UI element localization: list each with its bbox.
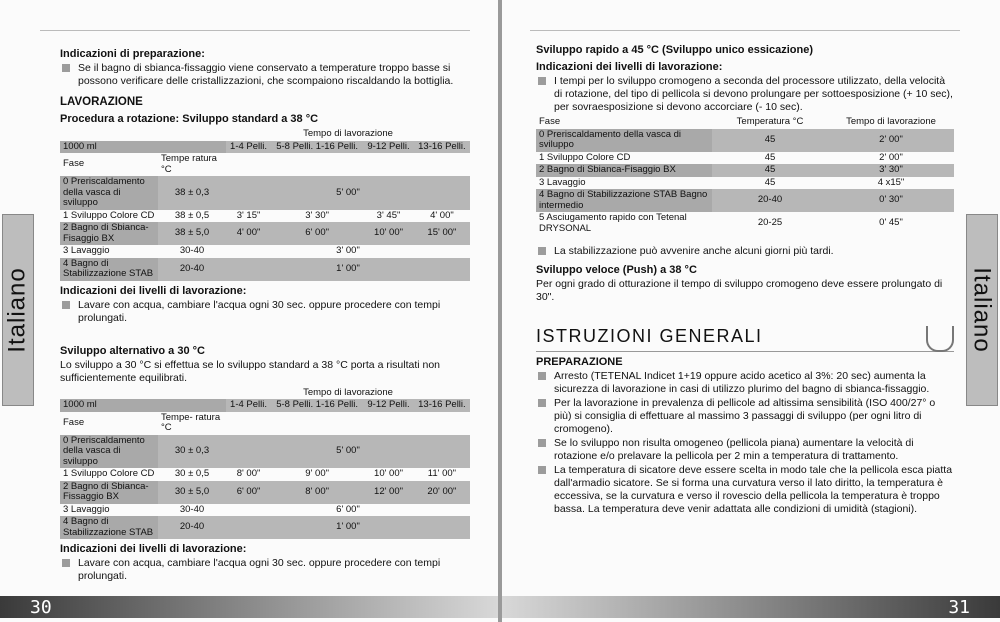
step-name: 2 Bagno di Sbianca-Fisaggio BX — [60, 222, 158, 245]
general-title — [536, 326, 954, 346]
table-row — [60, 516, 470, 539]
step-temp: 30 ± 5,0 — [158, 481, 226, 504]
step-name: 1 Sviluppo Colore CD — [63, 209, 155, 221]
step-time: 6' 00" — [336, 503, 360, 515]
prep-notes-title: Indicazioni di preparazione: — [60, 48, 205, 60]
proc1-volume: 1000 ml — [60, 141, 226, 154]
proc1-col: 13-16 Pelli. — [414, 141, 470, 154]
prep-notes-text: Se il bagno di sbianca-fissaggio viene conservato a temperature troppo basse si possono verificare delle cristallizzazioni, che scompaiono riscaldando la bottiglia. — [60, 62, 470, 88]
level-notes1-text: Lavare con acqua, cambiare l'acqua ogni 30 sec. oppure procedere con tempi prolungati. — [60, 299, 470, 325]
table-row — [60, 176, 470, 210]
table-row — [60, 504, 470, 517]
list-item: Per la lavorazione in prevalenza di pellicole ad altissima sensibilità (ISO 400/27° o più) si consiglia di effettuare al massimo 3 passaggi di sviluppo (per ogni litro di cromogeno). — [536, 397, 954, 436]
proc2-temp-label: Tempe- ratura °C — [161, 411, 221, 433]
proc1-col: 5-8 Pelli. 1-16 Pelli. — [271, 141, 363, 154]
step-time: 11' 00" — [427, 468, 457, 479]
proc2-col: 1-4 Pelli. — [226, 399, 271, 412]
footer-bar-left — [0, 596, 498, 618]
tetenal-logo-icon — [926, 326, 954, 352]
step-time: 3' 00" — [336, 245, 360, 256]
page-31 — [502, 0, 1000, 622]
lavorazione-title: LAVORAZIONE — [60, 96, 143, 108]
rapid-col-temp: Temperatura °C — [736, 116, 804, 127]
proc2-table — [60, 387, 470, 540]
step-name: 4 Bagno di Stabilizzazione STAB Bagno intermedio — [536, 189, 712, 212]
table-row — [536, 152, 954, 165]
proc1-table — [60, 128, 470, 281]
step-time: 4' 00" — [430, 209, 454, 221]
proc2-col: 9-12 Pelli. — [363, 399, 414, 412]
step-temp: 30-40 — [179, 245, 205, 256]
step-time: 5' 00" — [226, 176, 470, 210]
step-temp: 45 — [764, 151, 776, 163]
step-time: 4 x15" — [877, 176, 905, 188]
step-temp: 30-40 — [179, 503, 205, 515]
language-tab-right — [966, 214, 998, 406]
proc2-time-header: Tempo di lavorazione — [303, 386, 393, 398]
table-row — [60, 245, 470, 258]
step-time: 20' 00" — [414, 481, 470, 504]
prep-title: PREPARAZIONE — [536, 356, 623, 368]
step-time: 5' 00" — [226, 435, 470, 469]
page-number-right: 31 — [948, 597, 970, 618]
proc2-col: 5-8 Pelli. 1-16 Pelli. — [271, 399, 363, 412]
proc2-volume: 1000 ml — [60, 399, 226, 412]
push-text: Per ogni grado di otturazione il tempo di sviluppo cromogeno deve essere prolungato di 30". — [536, 278, 943, 303]
step-temp: 20-40 — [712, 189, 828, 212]
step-time: 15' 00" — [414, 222, 470, 245]
step-time: 3' 15" — [236, 209, 261, 221]
rapid-title: Sviluppo rapido a 45 °C (Sviluppo unico essicazione) — [536, 44, 814, 56]
proc1-col: 1-4 Pelli. — [226, 141, 271, 154]
language-tab-label: Italiano — [4, 267, 32, 353]
proc1-rows — [60, 176, 470, 281]
step-time: 6' 00" — [226, 481, 271, 504]
rapid-col-time: Tempo di lavorazione — [846, 116, 936, 127]
proc2-rows — [60, 435, 470, 540]
rapid-table — [536, 116, 954, 235]
step-temp: 20-40 — [158, 258, 226, 281]
step-time: 1' 00" — [226, 516, 470, 539]
proc1-time-header: Tempo di lavorazione — [303, 128, 393, 139]
general-title-text: ISTRUZIONI GENERALI — [536, 326, 763, 346]
step-temp: 38 ± 0,5 — [174, 209, 210, 221]
step-temp: 30 ± 0,5 — [174, 468, 210, 479]
step-time: 8' 00" — [236, 468, 261, 479]
step-time: 9' 00" — [305, 468, 329, 479]
step-name: 3 Lavaggio — [63, 245, 110, 256]
section-rule — [536, 351, 954, 352]
table-row — [536, 129, 954, 152]
list-item: Arresto (TETENAL Indicet 1+19 oppure acido acetico al 3%: 20 sec) aumenta la sicurezza di lavorazione in casi di utilizzo plurimo del bagno di sbianca-fissaggio. — [536, 370, 954, 396]
level-notes2-title: Indicazioni dei livelli di lavorazione: — [60, 543, 247, 555]
step-time: 8' 00" — [271, 481, 363, 504]
level-notes1-title: Indicazioni dei livelli di lavorazione: — [60, 284, 247, 297]
step-temp: 45 — [764, 176, 776, 188]
rapid-notes-title: Indicazioni dei livelli di lavorazione: — [536, 61, 723, 73]
step-temp: 38 ± 0,3 — [158, 176, 226, 210]
step-time: 2' 00" — [879, 151, 903, 163]
language-tab-left — [2, 214, 34, 406]
footer-bar-right — [502, 596, 1000, 618]
step-time: 0' 45" — [879, 217, 903, 229]
table-row — [60, 258, 470, 281]
page-30 — [0, 0, 498, 622]
step-temp: 30 ± 0,3 — [158, 435, 226, 469]
step-time: 2' 00" — [828, 129, 954, 152]
step-name: 4 Bagno di Stabilizzazione STAB — [60, 516, 158, 539]
table-row — [60, 222, 470, 245]
proc1-title: Procedura a rotazione: Sviluppo standard a 38 °C — [60, 113, 319, 125]
step-name: 5 Asciugamento rapido con Tetenal DRYSONAL — [539, 212, 687, 234]
table-row — [536, 164, 954, 177]
language-tab-label: Italiano — [969, 267, 997, 353]
step-time: 4' 00" — [226, 222, 271, 245]
proc1-col: 9-12 Pelli. — [363, 141, 414, 154]
prep-list — [536, 370, 954, 516]
step-time: 0' 30" — [828, 189, 954, 212]
step-name: 4 Bagno di Stabilizzazione STAB — [60, 258, 158, 281]
table-row — [536, 212, 954, 235]
step-time: 10' 00" — [374, 468, 403, 479]
table-row — [60, 481, 470, 504]
proc2-fase-label: Fase — [63, 416, 85, 428]
list-item: Se lo sviluppo non risulta omogeneo (pellicola piana) aumentare la velocità di rotazione e/o prelavare la pellicola per 2 min a temperatura di trattamento. — [536, 437, 954, 463]
rapid-col-fase: Fase — [539, 116, 561, 127]
step-temp: 45 — [712, 164, 828, 177]
level-notes2-text: Lavare con acqua, cambiare l'acqua ogni 30 sec. oppure procedere con tempi prolungati. — [60, 557, 470, 583]
table-row — [536, 177, 954, 190]
step-name: 3 Lavaggio — [63, 503, 110, 515]
step-name: 1 Sviluppo Colore CD — [539, 151, 631, 163]
stab-note: La stabilizzazione può avvenire anche alcuni giorni più tardi. — [536, 245, 954, 258]
step-temp: 20-25 — [757, 217, 783, 229]
table-row — [60, 210, 470, 223]
top-rule — [530, 30, 960, 31]
step-time: 3' 45" — [376, 209, 401, 221]
rapid-notes-text: I tempi per lo sviluppo cromogeno a seconda del processore utilizzato, della velocità di rotazione, del tipo di pellicola si devono prolungare per sottoesposizione (+ 10 sec), per sovraesposizione si devono accorciare (- 10 sec). — [536, 75, 954, 114]
proc1-fase-label: Fase — [63, 158, 85, 170]
table-row — [536, 189, 954, 212]
proc2-title: Sviluppo alternativo a 30 °C — [60, 344, 205, 357]
step-time: 3' 30" — [305, 209, 329, 221]
step-temp: 45 — [712, 129, 828, 152]
step-name: 2 Bagno di Sbianca-Fisaggio BX — [536, 164, 712, 177]
step-time: 6' 00" — [271, 222, 363, 245]
top-rule — [40, 30, 470, 31]
step-time: 1' 00" — [226, 258, 470, 281]
step-name: 0 Preriscaldamento della vasca di sviluppo — [60, 435, 158, 469]
step-name: 0 Preriscaldamento della vasca di sviluppo — [536, 129, 712, 152]
page-number-left: 30 — [30, 597, 52, 618]
left-content — [60, 44, 470, 584]
proc2-col: 13-16 Pelli. — [414, 399, 470, 412]
step-name: 1 Sviluppo Colore CD — [63, 468, 155, 479]
push-title: Sviluppo veloce (Push) a 38 °C — [536, 264, 697, 276]
step-time: 10' 00" — [363, 222, 414, 245]
right-content — [536, 40, 954, 517]
step-time: 12' 00" — [363, 481, 414, 504]
step-temp: 20-40 — [158, 516, 226, 539]
rapid-rows — [536, 129, 954, 236]
proc2-intro: Lo sviluppo a 30 °C si effettua se lo sviluppo standard a 38 °C porta a risultati non sufficientemente equilibrati. — [60, 358, 441, 384]
proc1-temp-label: Tempe ratura °C — [161, 153, 217, 175]
list-item: La temperatura di sicatore deve essere scelta in modo tale che la pellicola esca piatta dall'armadio sicatore. Se si forma una curvatura verso il lato diritto, la temperatura è eccessiva, se la curvatura e verso il rovescio della pellicola la temperatura è troppo bassa. La temperatura deve venir adattata alle condizioni di umidità (stagioni). — [536, 464, 954, 516]
step-name: 2 Bagno di Sbianca-Fissaggio BX — [60, 481, 158, 504]
step-time: 3' 30" — [828, 164, 954, 177]
step-name: 3 Lavaggio — [539, 176, 586, 188]
step-temp: 38 ± 5,0 — [158, 222, 226, 245]
table-row — [60, 435, 470, 469]
step-name: 0 Preriscaldamento della vasca di sviluppo — [60, 176, 158, 210]
table-row — [60, 468, 470, 481]
